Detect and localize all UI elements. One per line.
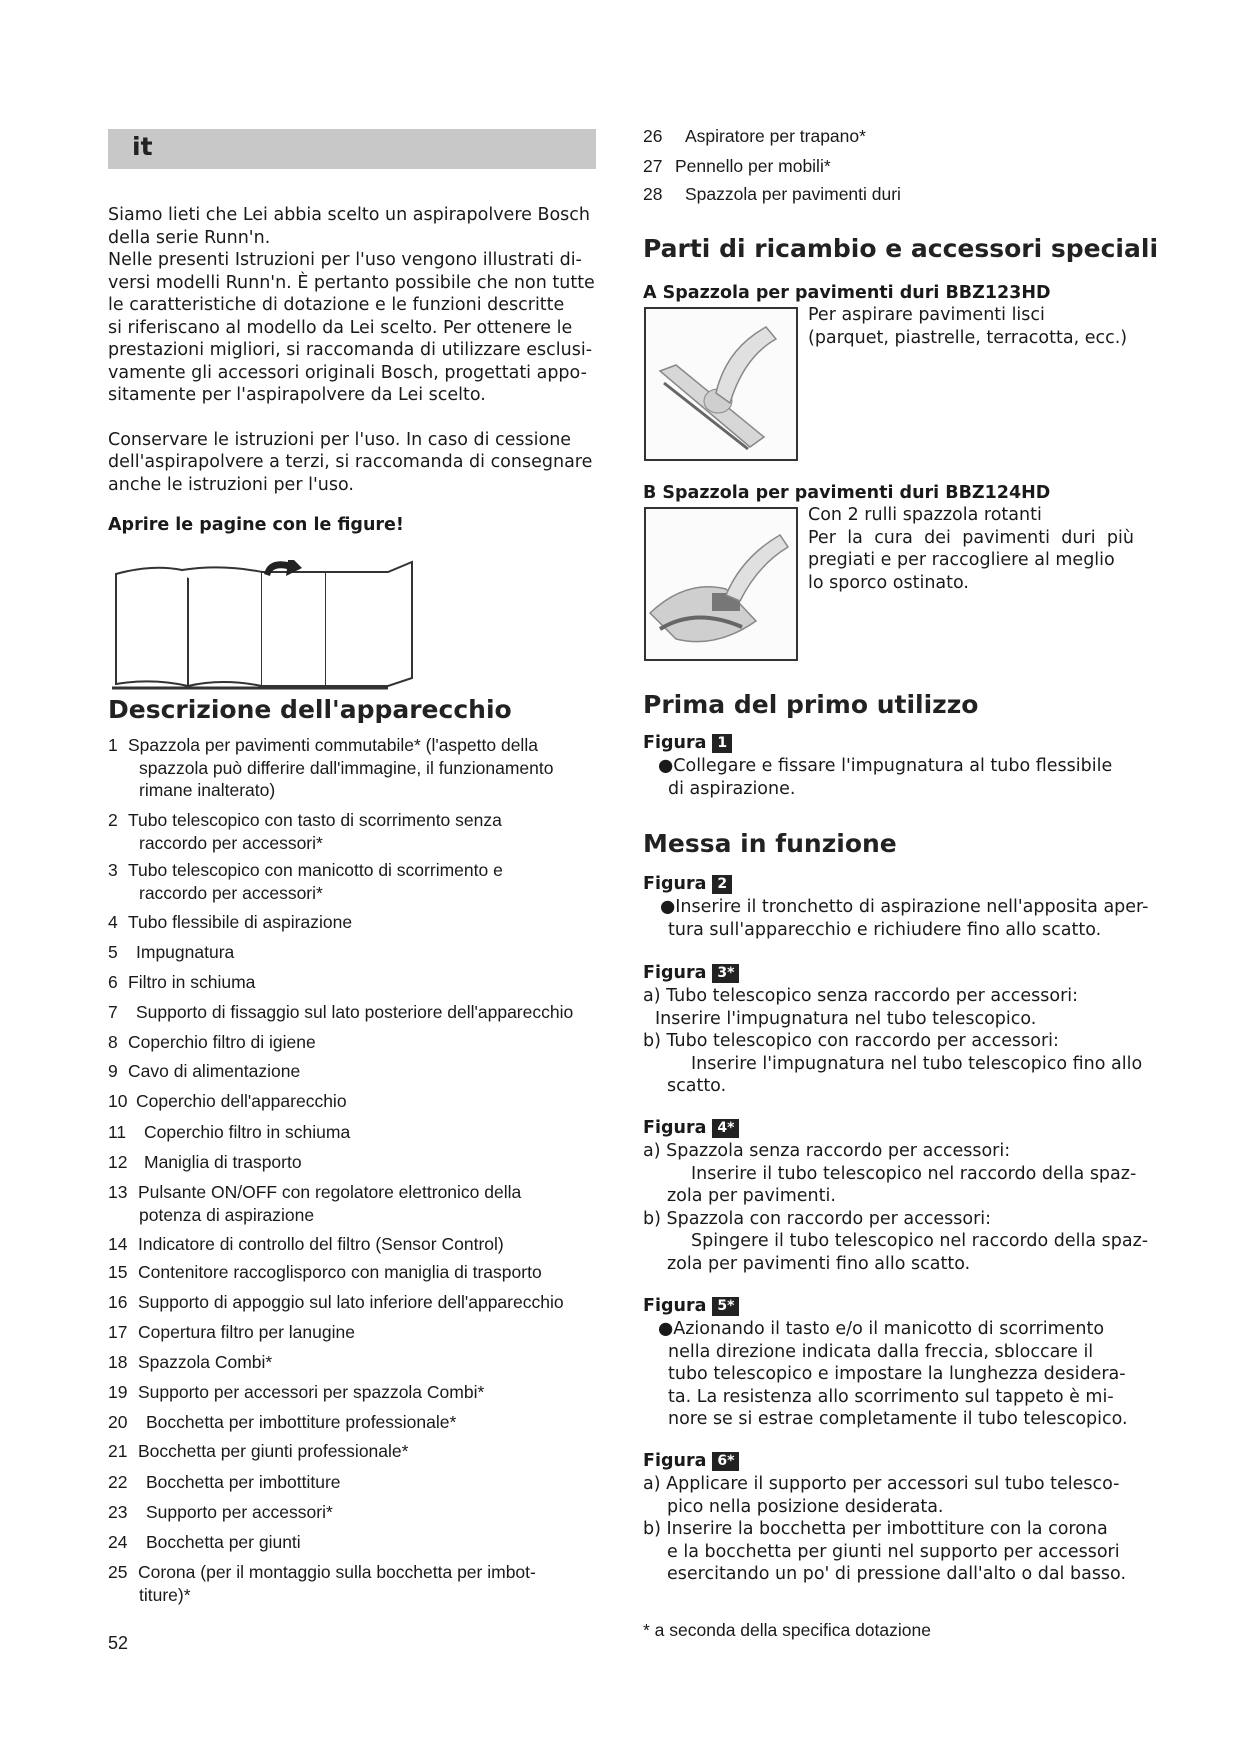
open-pages-note: Aprire le pagine con le figure! — [108, 515, 404, 535]
section-title-first-use: Prima del primo utilizzo — [643, 690, 979, 719]
list-item — [108, 1440, 608, 1463]
figure-label — [643, 1296, 739, 1316]
figure-number-badge: 6* — [712, 1452, 739, 1471]
part-b-title: B Spazzola per pavimenti duri BBZ124HD — [643, 483, 1051, 503]
instruction-line: tura sull'apparecchio e richiudere fino allo scatto. — [668, 919, 1102, 940]
instruction-line: Inserire l'impugnatura nel tubo telescopico fino allo — [691, 1053, 1143, 1074]
item-number: 18 — [108, 1352, 128, 1372]
item-number: 24 — [108, 1532, 128, 1552]
item-number: 20 — [108, 1412, 128, 1432]
list-item — [108, 1090, 608, 1113]
figure-label — [643, 963, 739, 983]
item-number: 27 — [643, 156, 663, 176]
item-text-cont: spazzola può differire dall'immagine, il funzionamento — [139, 757, 554, 778]
instruction-line: e la bocchetta per giunti nel supporto per accessori — [667, 1541, 1120, 1562]
item-text-cont: raccordo per accessori* — [139, 882, 323, 903]
item-number: 28 — [643, 184, 663, 204]
item-text: Coperchio filtro in schiuma — [144, 1122, 351, 1142]
item-text: Supporto per accessori per spazzola Combi* — [138, 1382, 485, 1402]
desc-line: lo sporco ostinato. — [808, 572, 969, 593]
list-item — [108, 1561, 608, 1606]
part-a-title: A Spazzola per pavimenti duri BBZ123HD — [643, 283, 1051, 303]
item-number: 15 — [108, 1262, 128, 1282]
list-item — [108, 971, 608, 994]
figure-4-instructions — [643, 1140, 1163, 1275]
item-text-cont: potenza di aspirazione — [139, 1204, 315, 1225]
item-number: 7 — [108, 1002, 118, 1022]
list-item — [108, 809, 608, 854]
intro-line: Conservare le istruzioni per l'uso. In caso di cessione — [108, 429, 572, 450]
intro-text — [108, 204, 602, 496]
section-title-spare-parts: Parti di ricambio e accessori speciali — [643, 234, 1159, 263]
figure-2-instructions — [660, 896, 1180, 941]
item-text: Coperchio filtro di igiene — [128, 1032, 316, 1052]
intro-line: dell'aspirapolvere a terzi, si raccomanda di consegnare — [108, 452, 593, 472]
instruction-line: scatto. — [667, 1076, 727, 1096]
list-item — [108, 1031, 608, 1054]
item-text-cont: titure)* — [139, 1584, 191, 1605]
figure-number-badge: 2 — [712, 875, 732, 894]
item-text: Bocchetta per giunti — [146, 1532, 301, 1552]
instruction-line: nella direzione indicata dalla freccia, sbloccare il — [668, 1341, 1094, 1362]
desc-line: (parquet, piastrelle, terracotta, ecc.) — [808, 327, 1128, 348]
desc-line: Per aspirare pavimenti lisci — [808, 305, 1045, 325]
list-item — [108, 1151, 608, 1174]
page-number: 52 — [108, 1633, 129, 1653]
figure-number-badge: 5* — [712, 1297, 739, 1316]
language-code: it — [132, 132, 153, 161]
item-number: 2 — [108, 810, 118, 830]
instruction-line: esercitando un po' di pressione dall'alto o dal basso. — [667, 1564, 1127, 1584]
desc-line: pregiati e per raccogliere al meglio — [808, 550, 1115, 570]
item-text: Contenitore raccoglisporco con maniglia di trasporto — [138, 1262, 542, 1282]
intro-line: vamente gli accessori originali Bosch, progettati appo- — [108, 362, 587, 383]
item-number: 13 — [108, 1182, 128, 1202]
item-number: 16 — [108, 1292, 128, 1312]
list-item — [108, 1001, 608, 1024]
figure-number-badge: 1 — [712, 734, 732, 753]
list-item — [108, 1501, 608, 1524]
item-text-cont: rimane inalterato) — [139, 780, 276, 800]
instruction-line: ●Inserire il tronchetto di aspirazione nell'apposita aper- — [660, 897, 1149, 917]
section-title-description: Descrizione dell'apparecchio — [108, 695, 512, 724]
figure-3-instructions — [643, 985, 1163, 1098]
rotating-brush-icon — [646, 509, 796, 659]
instruction-line: nore se si estrae completamente il tubo telescopico. — [668, 1409, 1128, 1429]
item-number: 10 — [108, 1091, 128, 1111]
intro-line: sitamente per l'aspirapolvere da Lei scelto. — [108, 385, 486, 405]
list-item — [108, 859, 608, 904]
item-text: Spazzola Combi* — [138, 1352, 273, 1372]
item-text: Tubo flessibile di aspirazione — [128, 912, 353, 932]
instruction-line: b) Inserire la bocchetta per imbottiture con la corona — [643, 1519, 1108, 1539]
instruction-line: Inserire il tubo telescopico nel raccordo della spaz- — [691, 1163, 1137, 1184]
instruction-line: ●Collegare e fissare l'impugnatura al tubo flessibile — [658, 756, 1113, 776]
item-text: Tubo telescopico con tasto di scorrimento senza — [128, 810, 502, 830]
part-b-image — [644, 507, 798, 661]
open-book-illustration — [112, 560, 418, 690]
instruction-line: tubo telescopico e impostare la lunghezza desidera- — [668, 1364, 1126, 1384]
figure-label-text: Figura — [643, 963, 707, 983]
item-text: Tubo telescopico con manicotto di scorrimento e — [128, 860, 503, 880]
figure-label-text: Figura — [643, 1451, 707, 1471]
part-b-description — [808, 504, 1148, 594]
item-text: Filtro in schiuma — [128, 972, 256, 992]
list-item — [108, 1181, 608, 1226]
item-number: 19 — [108, 1382, 128, 1402]
figure-label-text: Figura — [643, 733, 707, 753]
intro-line: si riferiscano al modello da Lei scelto. Per ottenere le — [108, 317, 573, 338]
instruction-line: di aspirazione. — [668, 778, 796, 799]
item-number: 23 — [108, 1502, 128, 1522]
instruction-line: ●Azionando il tasto e/o il manicotto di scorrimento — [658, 1319, 1105, 1339]
part-a-description — [808, 304, 1148, 349]
item-number: 25 — [108, 1562, 128, 1582]
footnote: * a seconda della specifica dotazione — [643, 1620, 931, 1640]
intro-line: della serie Runn'n. — [108, 227, 271, 248]
item-number: 3 — [108, 860, 118, 880]
desc-line: Per la cura dei pavimenti duri più — [808, 527, 1134, 548]
instruction-line: Spingere il tubo telescopico nel raccordo della spaz- — [691, 1231, 1149, 1251]
figure-label — [643, 1451, 739, 1471]
item-text: Bocchetta per imbottiture — [146, 1472, 341, 1492]
hard-floor-brush-icon — [646, 309, 796, 459]
list-item — [108, 1121, 608, 1144]
list-item — [108, 1291, 608, 1314]
item-number: 14 — [108, 1234, 128, 1254]
item-text: Spazzola per pavimenti commutabile* (l'aspetto della — [128, 735, 538, 755]
desc-line: Con 2 rulli spazzola rotanti — [808, 505, 1042, 525]
item-number: 11 — [108, 1122, 127, 1142]
part-a-image — [644, 307, 798, 461]
figure-number-badge: 3* — [712, 964, 739, 983]
list-item — [108, 1261, 608, 1284]
item-number: 1 — [108, 735, 118, 755]
instruction-line: zola per pavimenti. — [667, 1186, 836, 1206]
item-text: Pennello per mobili* — [675, 156, 831, 176]
item-text: Pulsante ON/OFF con regolatore elettronico della — [138, 1182, 522, 1202]
item-text: Supporto di fissaggio sul lato posteriore dell'apparecchio — [136, 1002, 574, 1022]
item-number: 17 — [108, 1322, 128, 1342]
figure-6-instructions — [643, 1473, 1163, 1586]
list-item — [643, 126, 866, 147]
instruction-line: ta. La resistenza allo scorrimento sul tappeto è mi- — [668, 1386, 1114, 1407]
item-text: Supporto per accessori* — [146, 1502, 333, 1522]
item-text: Cavo di alimentazione — [128, 1061, 301, 1081]
intro-line: anche le istruzioni per l'uso. — [108, 474, 354, 495]
item-number: 21 — [108, 1441, 128, 1461]
list-item — [643, 156, 831, 177]
intro-line: prestazioni migliori, si raccomanda di utilizzare esclusi- — [108, 340, 593, 360]
language-header-bar — [108, 129, 596, 169]
item-text: Copertura filtro per lanugine — [138, 1322, 355, 1342]
list-item — [108, 941, 608, 964]
item-text-cont: raccordo per accessori* — [139, 832, 323, 853]
instruction-line: a) Spazzola senza raccordo per accessori: — [643, 1141, 1011, 1161]
list-item — [643, 184, 901, 205]
instruction-line: Inserire l'impugnatura nel tubo telescopico. — [655, 1008, 1037, 1029]
figure-label — [643, 874, 732, 894]
list-item — [108, 1531, 608, 1554]
list-item — [108, 734, 608, 802]
list-item — [108, 1321, 608, 1344]
item-text: Spazzola per pavimenti duri — [685, 184, 901, 204]
figure-number-badge: 4* — [712, 1119, 739, 1138]
item-text: Corona (per il montaggio sulla bocchetta per imbot- — [138, 1562, 536, 1582]
item-text: Impugnatura — [136, 942, 235, 962]
item-text: Supporto di appoggio sul lato inferiore dell'apparecchio — [138, 1292, 564, 1312]
instruction-line: a) Applicare il supporto per accessori sul tubo telesco- — [643, 1474, 1120, 1494]
figure-label — [643, 1118, 739, 1138]
item-text: Bocchetta per imbottiture professionale* — [146, 1412, 457, 1432]
list-item — [108, 1381, 608, 1404]
intro-line: versi modelli Runn'n. È pertanto possibile che non tutte — [108, 272, 595, 293]
item-text: Coperchio dell'apparecchio — [136, 1091, 347, 1111]
figure-label-text: Figura — [643, 874, 707, 894]
item-number: 6 — [108, 972, 118, 992]
instruction-line: zola per pavimenti fino allo scatto. — [667, 1253, 971, 1274]
item-number: 4 — [108, 912, 118, 932]
item-number: 8 — [108, 1032, 118, 1052]
figure-5-instructions — [658, 1318, 1134, 1431]
item-number: 12 — [108, 1152, 128, 1172]
instruction-line: b) Spazzola con raccordo per accessori: — [643, 1208, 992, 1229]
list-item — [108, 1060, 608, 1083]
figure-label — [643, 733, 732, 753]
item-number: 26 — [643, 126, 663, 146]
item-text: Bocchetta per giunti professionale* — [138, 1441, 409, 1461]
item-text: Indicatore di controllo del filtro (Sensor Control) — [138, 1234, 504, 1254]
figure-label-text: Figura — [643, 1296, 707, 1316]
item-text: Maniglia di trasporto — [144, 1152, 302, 1172]
intro-line: Siamo lieti che Lei abbia scelto un aspirapolvere Bosch — [108, 205, 591, 225]
first-use-instructions — [658, 755, 1178, 800]
list-item — [108, 1471, 608, 1494]
list-item — [108, 911, 608, 934]
instruction-line: a) Tubo telescopico senza raccordo per accessori: — [643, 986, 1079, 1006]
intro-line: le caratteristiche di dotazione e le funzioni descritte — [108, 295, 565, 315]
instruction-line: pico nella posizione desiderata. — [667, 1496, 944, 1517]
list-item — [108, 1351, 608, 1374]
list-item — [108, 1233, 608, 1256]
item-number: 22 — [108, 1472, 128, 1492]
instruction-line: b) Tubo telescopico con raccordo per accessori: — [643, 1031, 1059, 1051]
item-number: 9 — [108, 1061, 118, 1081]
intro-line: Nelle presenti Istruzioni per l'uso vengono illustrati di- — [108, 250, 582, 270]
figure-label-text: Figura — [643, 1118, 707, 1138]
item-text: Aspiratore per trapano* — [685, 126, 866, 146]
list-item — [108, 1411, 608, 1434]
section-title-startup: Messa in funzione — [643, 829, 897, 858]
item-number: 5 — [108, 942, 118, 962]
